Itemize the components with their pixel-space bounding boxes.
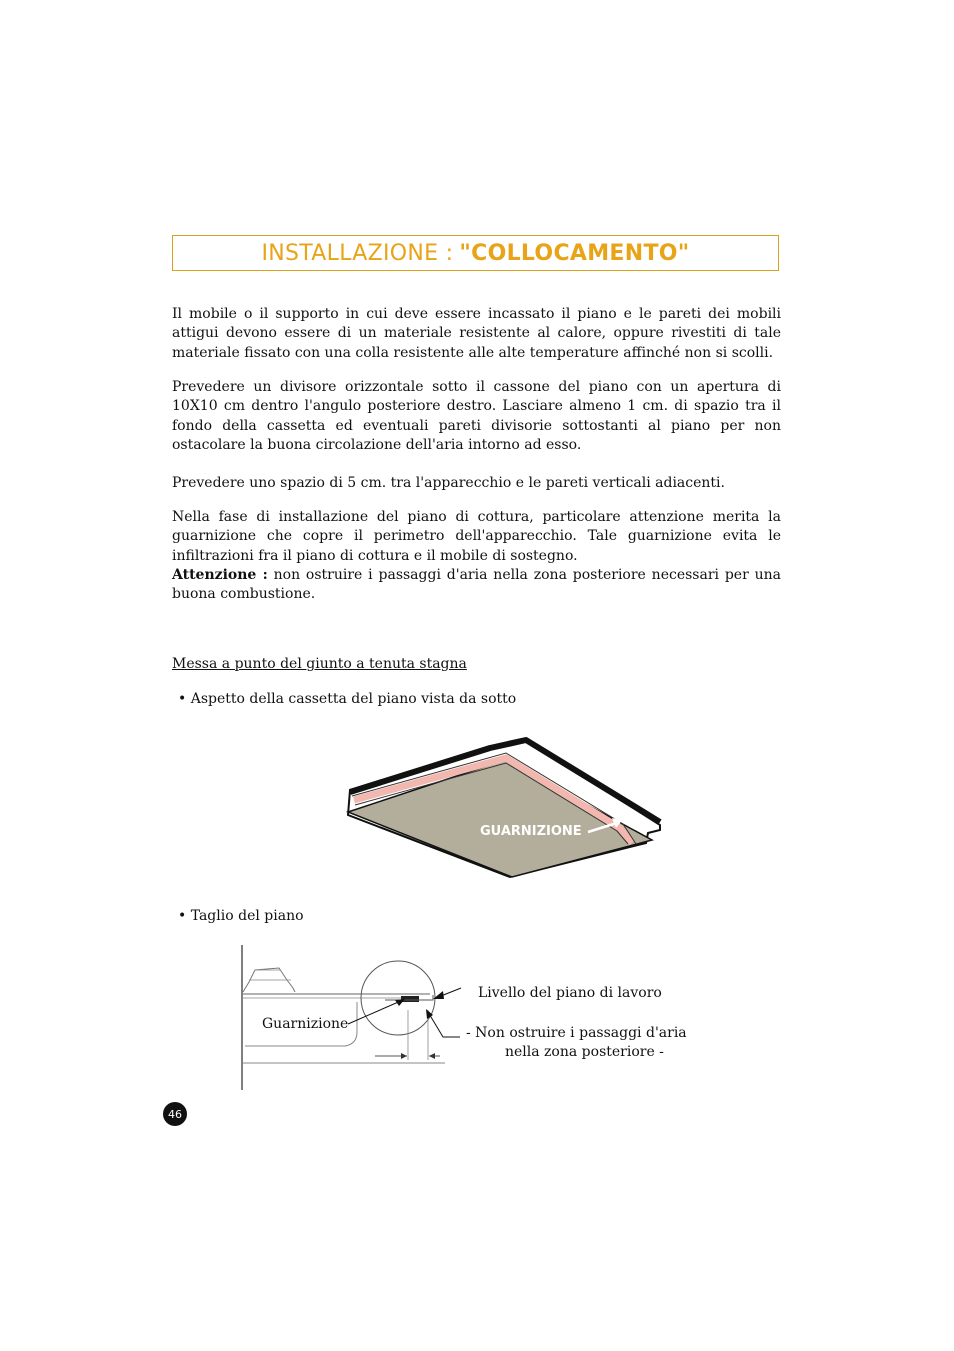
cassette-underside-diagram bbox=[330, 730, 670, 885]
warning-label: Attenzione : bbox=[172, 567, 268, 583]
page-title bbox=[172, 235, 779, 271]
label-gasket: Guarnizione bbox=[262, 1016, 349, 1032]
label-air-passage-1: - Non ostruire i passaggi d'aria bbox=[466, 1025, 687, 1041]
warning-text: non ostruire i passaggi d'aria nella zona posteriore necessari per una buona combustione. bbox=[172, 567, 781, 603]
title-bold: "COLLOCAMENTO" bbox=[459, 240, 690, 266]
label-worktop-level: Livello del piano di lavoro bbox=[478, 985, 662, 1001]
warning-paragraph bbox=[172, 566, 781, 605]
air-leader bbox=[428, 1012, 460, 1037]
paragraph-4: Nella fase di installazione del piano di cottura, particolare attenzione merita la guarnizione che copre il perimetro dell'apparecchio. Tale guarnizione evita le infiltrazioni fra il piano di cottura e il mobile di sostegno. bbox=[172, 509, 781, 564]
bullet-cut: • Taglio del piano bbox=[178, 908, 304, 924]
section-heading: Messa a punto del giunto a tenuta stagna bbox=[172, 656, 467, 672]
page-number: 46 bbox=[163, 1102, 187, 1126]
label-air-passage-2: nella zona posteriore - bbox=[505, 1044, 664, 1060]
bullet-underside-view: • Aspetto della cassetta del piano vista da sotto bbox=[178, 691, 517, 707]
paragraph-2: Prevedere un divisore orizzontale sotto il cassone del piano con un apertura di 10X10 cm dentro l'angulo posteriore destro. Lasciare almeno 1 cm. di spazio tra il fondo della cassetta ed eventuali pareti divisorie sottostanti al piano per non ostacolare la buona circolazione dell'aria intorno ad esso. bbox=[172, 379, 781, 453]
gasket-block bbox=[401, 996, 419, 1002]
gasket-leader bbox=[348, 1000, 403, 1024]
paragraph-1: Il mobile o il supporto in cui deve essere incassato il piano e le pareti dei mobili attigui devono essere di un materiale resistente al calore, oppure rivestiti di tale materiale fissato con una colla resistente alle alte temperature affinché non si scolli. bbox=[172, 306, 781, 361]
paragraph-3: Prevedere uno spazio di 5 cm. tra l'apparecchio e le pareti verticali adiacenti. bbox=[172, 475, 725, 491]
gasket-label: GUARNIZIONE bbox=[480, 824, 582, 839]
title-prefix: INSTALLAZIONE : bbox=[261, 240, 454, 266]
